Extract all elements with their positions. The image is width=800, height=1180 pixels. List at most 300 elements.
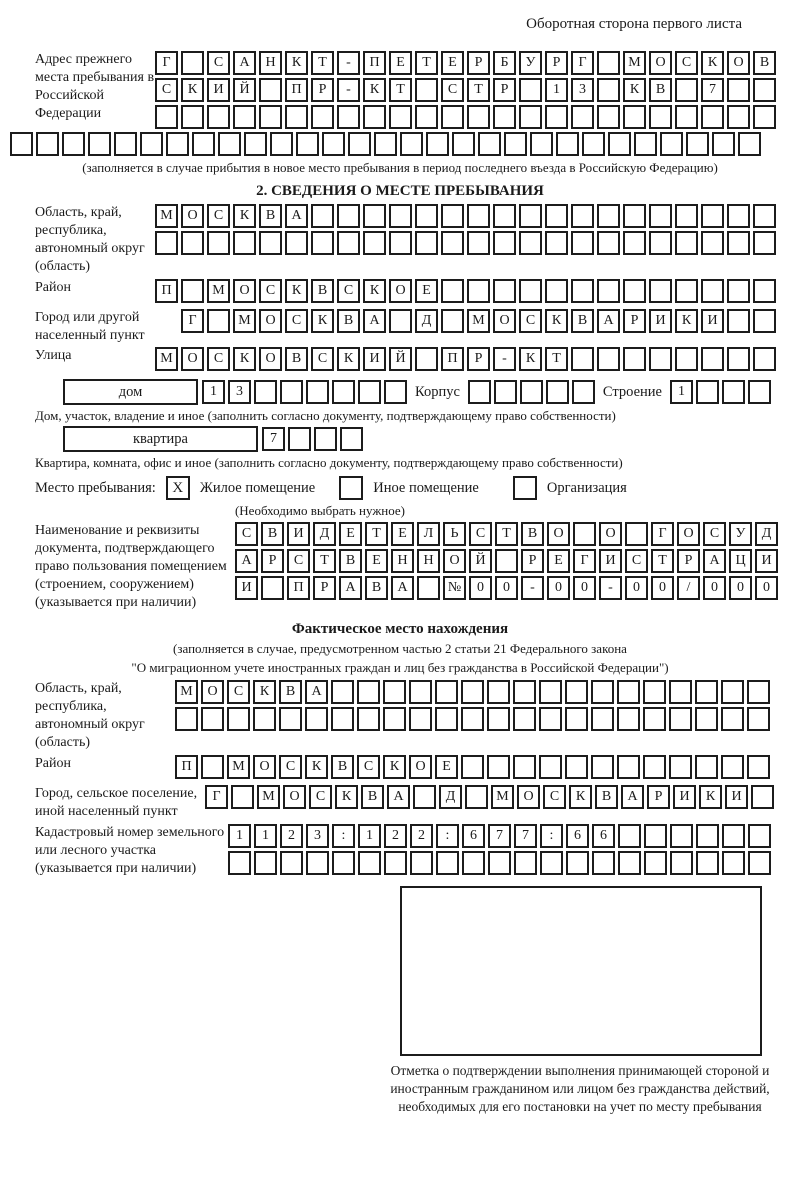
char-cell[interactable] (675, 105, 698, 129)
char-cell[interactable] (340, 427, 363, 451)
char-cell[interactable] (259, 105, 282, 129)
char-cell[interactable] (675, 204, 698, 228)
char-cell[interactable]: 2 (280, 824, 303, 848)
char-cell[interactable]: К (233, 204, 256, 228)
char-cell[interactable] (181, 231, 204, 255)
char-cell[interactable]: 7 (262, 427, 285, 451)
char-cell[interactable] (565, 707, 588, 731)
char-cell[interactable] (649, 347, 672, 371)
char-cell[interactable] (571, 204, 594, 228)
char-cell[interactable] (389, 204, 412, 228)
char-cell[interactable] (181, 105, 204, 129)
char-cell[interactable] (591, 755, 614, 779)
char-cell[interactable] (747, 680, 770, 704)
char-cell[interactable]: Й (469, 549, 492, 573)
char-cell[interactable]: К (285, 279, 308, 303)
char-cell[interactable] (597, 231, 620, 255)
char-cell[interactable] (493, 231, 516, 255)
char-cell[interactable] (751, 785, 774, 809)
char-cell[interactable]: Р (677, 549, 700, 573)
char-cell[interactable]: Р (521, 549, 544, 573)
char-cell[interactable] (504, 132, 527, 156)
char-cell[interactable] (331, 680, 354, 704)
char-cell[interactable] (545, 231, 568, 255)
char-cell[interactable]: - (599, 576, 622, 600)
char-cell[interactable]: Р (545, 51, 568, 75)
char-cell[interactable] (597, 105, 620, 129)
char-cell[interactable] (363, 105, 386, 129)
char-cell[interactable] (363, 231, 386, 255)
char-cell[interactable]: - (493, 347, 516, 371)
char-cell[interactable] (358, 380, 381, 404)
char-cell[interactable]: Р (467, 51, 490, 75)
char-cell[interactable]: К (675, 309, 698, 333)
char-cell[interactable] (721, 755, 744, 779)
char-cell[interactable] (218, 132, 241, 156)
char-cell[interactable] (571, 105, 594, 129)
char-cell[interactable]: С (675, 51, 698, 75)
char-cell[interactable] (254, 380, 277, 404)
char-cell[interactable]: В (339, 549, 362, 573)
char-cell[interactable]: В (571, 309, 594, 333)
char-cell[interactable] (358, 851, 381, 875)
char-cell[interactable] (62, 132, 85, 156)
char-cell[interactable]: К (363, 279, 386, 303)
char-cell[interactable] (461, 707, 484, 731)
char-cell[interactable] (571, 279, 594, 303)
char-cell[interactable]: И (363, 347, 386, 371)
char-cell[interactable]: И (287, 522, 310, 546)
char-cell[interactable]: К (311, 309, 334, 333)
char-cell[interactable] (727, 78, 750, 102)
char-cell[interactable]: Н (391, 549, 414, 573)
char-cell[interactable] (695, 707, 718, 731)
char-cell[interactable]: 1 (545, 78, 568, 102)
char-cell[interactable] (748, 380, 771, 404)
char-cell[interactable] (288, 427, 311, 451)
char-cell[interactable] (383, 680, 406, 704)
char-cell[interactable]: Т (311, 51, 334, 75)
char-cell[interactable]: С (311, 347, 334, 371)
char-cell[interactable] (357, 707, 380, 731)
char-cell[interactable]: Р (261, 549, 284, 573)
char-cell[interactable]: В (285, 347, 308, 371)
char-cell[interactable] (721, 707, 744, 731)
char-cell[interactable]: М (175, 680, 198, 704)
char-cell[interactable] (88, 132, 111, 156)
char-cell[interactable]: 7 (488, 824, 511, 848)
char-cell[interactable] (670, 851, 693, 875)
char-cell[interactable] (722, 851, 745, 875)
char-cell[interactable]: О (389, 279, 412, 303)
char-cell[interactable] (545, 105, 568, 129)
char-cell[interactable]: К (337, 347, 360, 371)
char-cell[interactable] (592, 851, 615, 875)
char-cell[interactable]: Н (417, 549, 440, 573)
char-cell[interactable] (259, 231, 282, 255)
char-cell[interactable]: А (339, 576, 362, 600)
char-cell[interactable] (244, 132, 267, 156)
char-cell[interactable]: Н (259, 51, 282, 75)
char-cell[interactable] (140, 132, 163, 156)
char-cell[interactable]: С (357, 755, 380, 779)
char-cell[interactable]: 7 (514, 824, 537, 848)
char-cell[interactable] (727, 347, 750, 371)
char-cell[interactable] (623, 231, 646, 255)
char-cell[interactable] (467, 204, 490, 228)
char-cell[interactable] (727, 279, 750, 303)
char-cell[interactable] (280, 851, 303, 875)
char-cell[interactable] (519, 204, 542, 228)
char-cell[interactable]: 1 (670, 380, 693, 404)
char-cell[interactable] (540, 851, 563, 875)
char-cell[interactable]: Г (205, 785, 228, 809)
char-cell[interactable]: Л (417, 522, 440, 546)
char-cell[interactable]: Е (435, 755, 458, 779)
char-cell[interactable]: 1 (254, 824, 277, 848)
char-cell[interactable] (228, 851, 251, 875)
char-cell[interactable]: 7 (701, 78, 724, 102)
char-cell[interactable]: 0 (729, 576, 752, 600)
char-cell[interactable] (441, 105, 464, 129)
char-cell[interactable] (623, 105, 646, 129)
char-cell[interactable]: - (337, 78, 360, 102)
char-cell[interactable] (494, 380, 517, 404)
char-cell[interactable] (545, 279, 568, 303)
char-cell[interactable]: А (597, 309, 620, 333)
char-cell[interactable] (747, 755, 770, 779)
char-cell[interactable]: М (257, 785, 280, 809)
char-cell[interactable] (669, 755, 692, 779)
char-cell[interactable]: С (279, 755, 302, 779)
char-cell[interactable]: В (311, 279, 334, 303)
char-cell[interactable]: С (337, 279, 360, 303)
char-cell[interactable]: О (181, 204, 204, 228)
char-cell[interactable] (306, 851, 329, 875)
char-cell[interactable] (597, 51, 620, 75)
char-cell[interactable] (441, 279, 464, 303)
char-cell[interactable]: 3 (306, 824, 329, 848)
char-cell[interactable] (384, 380, 407, 404)
char-cell[interactable]: К (383, 755, 406, 779)
char-cell[interactable] (748, 851, 771, 875)
char-cell[interactable] (686, 132, 709, 156)
char-cell[interactable] (415, 78, 438, 102)
char-cell[interactable]: 1 (228, 824, 251, 848)
char-cell[interactable] (233, 105, 256, 129)
char-cell[interactable] (493, 204, 516, 228)
char-cell[interactable] (649, 279, 672, 303)
char-cell[interactable]: А (703, 549, 726, 573)
char-cell[interactable] (565, 680, 588, 704)
char-cell[interactable]: О (409, 755, 432, 779)
char-cell[interactable]: П (441, 347, 464, 371)
char-cell[interactable]: Д (439, 785, 462, 809)
char-cell[interactable] (465, 785, 488, 809)
char-cell[interactable] (305, 707, 328, 731)
char-cell[interactable] (513, 680, 536, 704)
char-cell[interactable] (701, 279, 724, 303)
char-cell[interactable]: 0 (755, 576, 778, 600)
char-cell[interactable] (618, 851, 641, 875)
char-cell[interactable]: О (443, 549, 466, 573)
char-cell[interactable]: М (227, 755, 250, 779)
char-cell[interactable]: 0 (495, 576, 518, 600)
char-cell[interactable]: М (623, 51, 646, 75)
char-cell[interactable] (712, 132, 735, 156)
char-cell[interactable]: Т (545, 347, 568, 371)
char-cell[interactable]: Д (313, 522, 336, 546)
char-cell[interactable]: К (253, 680, 276, 704)
char-cell[interactable] (643, 680, 666, 704)
char-cell[interactable] (670, 824, 693, 848)
char-cell[interactable]: О (259, 309, 282, 333)
char-cell[interactable] (539, 755, 562, 779)
char-cell[interactable] (261, 576, 284, 600)
char-cell[interactable] (513, 755, 536, 779)
char-cell[interactable] (285, 231, 308, 255)
char-cell[interactable]: 0 (703, 576, 726, 600)
char-cell[interactable]: С (469, 522, 492, 546)
char-cell[interactable]: : (332, 824, 355, 848)
char-cell[interactable] (311, 105, 334, 129)
char-cell[interactable]: - (337, 51, 360, 75)
char-cell[interactable]: 0 (573, 576, 596, 600)
char-cell[interactable]: К (363, 78, 386, 102)
char-cell[interactable]: П (285, 78, 308, 102)
char-cell[interactable]: К (545, 309, 568, 333)
char-cell[interactable] (270, 132, 293, 156)
char-cell[interactable] (608, 132, 631, 156)
char-cell[interactable]: В (259, 204, 282, 228)
char-cell[interactable]: О (233, 279, 256, 303)
char-cell[interactable] (675, 231, 698, 255)
char-cell[interactable] (181, 51, 204, 75)
char-cell[interactable] (519, 105, 542, 129)
char-cell[interactable]: С (625, 549, 648, 573)
char-cell[interactable]: В (279, 680, 302, 704)
char-cell[interactable]: 0 (651, 576, 674, 600)
char-cell[interactable]: А (363, 309, 386, 333)
char-cell[interactable] (337, 231, 360, 255)
char-cell[interactable] (452, 132, 475, 156)
char-cell[interactable]: А (621, 785, 644, 809)
char-cell[interactable]: К (623, 78, 646, 102)
char-cell[interactable] (695, 680, 718, 704)
char-cell[interactable]: Г (181, 309, 204, 333)
char-cell[interactable] (701, 231, 724, 255)
char-cell[interactable] (322, 132, 345, 156)
char-cell[interactable] (675, 279, 698, 303)
char-cell[interactable] (649, 105, 672, 129)
char-cell[interactable] (207, 231, 230, 255)
char-cell[interactable] (409, 680, 432, 704)
char-cell[interactable] (155, 231, 178, 255)
char-cell[interactable]: : (540, 824, 563, 848)
char-cell[interactable]: 3 (571, 78, 594, 102)
char-cell[interactable]: Е (547, 549, 570, 573)
char-cell[interactable]: С (309, 785, 332, 809)
char-cell[interactable]: С (441, 78, 464, 102)
char-cell[interactable]: О (181, 347, 204, 371)
char-cell[interactable] (233, 231, 256, 255)
char-cell[interactable]: М (155, 204, 178, 228)
char-cell[interactable] (597, 78, 620, 102)
char-cell[interactable] (10, 132, 33, 156)
char-cell[interactable] (441, 309, 464, 333)
char-cell[interactable] (410, 851, 433, 875)
char-cell[interactable]: Г (571, 51, 594, 75)
char-cell[interactable] (644, 824, 667, 848)
char-cell[interactable] (254, 851, 277, 875)
checkbox-residential[interactable]: X (166, 476, 190, 500)
char-cell[interactable] (155, 105, 178, 129)
char-cell[interactable] (285, 105, 308, 129)
char-cell[interactable] (181, 279, 204, 303)
char-cell[interactable] (748, 824, 771, 848)
char-cell[interactable]: П (175, 755, 198, 779)
char-cell[interactable]: А (305, 680, 328, 704)
char-cell[interactable]: : (436, 824, 459, 848)
char-cell[interactable]: Р (313, 576, 336, 600)
char-cell[interactable]: И (701, 309, 724, 333)
char-cell[interactable]: А (387, 785, 410, 809)
char-cell[interactable]: И (235, 576, 258, 600)
char-cell[interactable] (696, 824, 719, 848)
char-cell[interactable] (311, 231, 334, 255)
char-cell[interactable] (617, 680, 640, 704)
char-cell[interactable]: О (547, 522, 570, 546)
char-cell[interactable]: Д (415, 309, 438, 333)
char-cell[interactable] (435, 680, 458, 704)
checkbox-other-premises[interactable] (339, 476, 363, 500)
char-cell[interactable] (643, 755, 666, 779)
char-cell[interactable] (36, 132, 59, 156)
char-cell[interactable] (436, 851, 459, 875)
char-cell[interactable] (539, 707, 562, 731)
char-cell[interactable] (597, 347, 620, 371)
char-cell[interactable] (415, 204, 438, 228)
char-cell[interactable] (643, 707, 666, 731)
char-cell[interactable]: М (155, 347, 178, 371)
char-cell[interactable]: К (519, 347, 542, 371)
char-cell[interactable]: П (363, 51, 386, 75)
char-cell[interactable]: Й (233, 78, 256, 102)
char-cell[interactable] (623, 279, 646, 303)
char-cell[interactable] (513, 707, 536, 731)
char-cell[interactable]: Е (415, 279, 438, 303)
char-cell[interactable] (207, 309, 230, 333)
char-cell[interactable] (467, 231, 490, 255)
char-cell[interactable] (545, 204, 568, 228)
char-cell[interactable] (520, 380, 543, 404)
char-cell[interactable] (384, 851, 407, 875)
char-cell[interactable]: П (287, 576, 310, 600)
char-cell[interactable] (573, 522, 596, 546)
char-cell[interactable] (426, 132, 449, 156)
char-cell[interactable]: Ь (443, 522, 466, 546)
char-cell[interactable] (468, 380, 491, 404)
char-cell[interactable] (617, 755, 640, 779)
char-cell[interactable]: Т (495, 522, 518, 546)
char-cell[interactable] (415, 105, 438, 129)
char-cell[interactable] (435, 707, 458, 731)
char-cell[interactable] (539, 680, 562, 704)
char-cell[interactable]: В (595, 785, 618, 809)
char-cell[interactable]: В (521, 522, 544, 546)
char-cell[interactable] (389, 105, 412, 129)
char-cell[interactable] (747, 707, 770, 731)
char-cell[interactable]: К (233, 347, 256, 371)
char-cell[interactable]: Р (493, 78, 516, 102)
char-cell[interactable] (591, 680, 614, 704)
char-cell[interactable] (192, 132, 215, 156)
char-cell[interactable]: Е (389, 51, 412, 75)
char-cell[interactable] (413, 785, 436, 809)
char-cell[interactable]: А (285, 204, 308, 228)
char-cell[interactable] (332, 380, 355, 404)
char-cell[interactable] (461, 680, 484, 704)
char-cell[interactable] (753, 204, 776, 228)
char-cell[interactable] (597, 279, 620, 303)
char-cell[interactable]: - (521, 576, 544, 600)
char-cell[interactable] (409, 707, 432, 731)
char-cell[interactable] (696, 851, 719, 875)
char-cell[interactable]: Г (573, 549, 596, 573)
char-cell[interactable] (701, 105, 724, 129)
char-cell[interactable] (253, 707, 276, 731)
char-cell[interactable] (279, 707, 302, 731)
char-cell[interactable] (417, 576, 440, 600)
char-cell[interactable] (738, 132, 761, 156)
char-cell[interactable]: Е (391, 522, 414, 546)
char-cell[interactable]: В (649, 78, 672, 102)
char-cell[interactable]: 2 (410, 824, 433, 848)
char-cell[interactable] (495, 549, 518, 573)
char-cell[interactable] (571, 347, 594, 371)
char-cell[interactable]: Т (467, 78, 490, 102)
char-cell[interactable] (389, 231, 412, 255)
char-cell[interactable]: М (233, 309, 256, 333)
char-cell[interactable] (546, 380, 569, 404)
char-cell[interactable]: Д (755, 522, 778, 546)
char-cell[interactable] (415, 231, 438, 255)
char-cell[interactable]: К (699, 785, 722, 809)
char-cell[interactable] (348, 132, 371, 156)
char-cell[interactable] (669, 707, 692, 731)
char-cell[interactable]: О (517, 785, 540, 809)
char-cell[interactable] (618, 824, 641, 848)
char-cell[interactable]: Г (651, 522, 674, 546)
char-cell[interactable] (565, 755, 588, 779)
char-cell[interactable] (644, 851, 667, 875)
char-cell[interactable]: В (365, 576, 388, 600)
char-cell[interactable]: К (701, 51, 724, 75)
char-cell[interactable] (357, 680, 380, 704)
char-cell[interactable] (487, 755, 510, 779)
char-cell[interactable] (582, 132, 605, 156)
char-cell[interactable] (519, 231, 542, 255)
char-cell[interactable] (566, 851, 589, 875)
char-cell[interactable] (374, 132, 397, 156)
char-cell[interactable] (441, 204, 464, 228)
char-cell[interactable]: Р (647, 785, 670, 809)
char-cell[interactable] (467, 105, 490, 129)
char-cell[interactable]: Т (415, 51, 438, 75)
char-cell[interactable] (727, 204, 750, 228)
char-cell[interactable]: С (543, 785, 566, 809)
char-cell[interactable] (753, 309, 776, 333)
